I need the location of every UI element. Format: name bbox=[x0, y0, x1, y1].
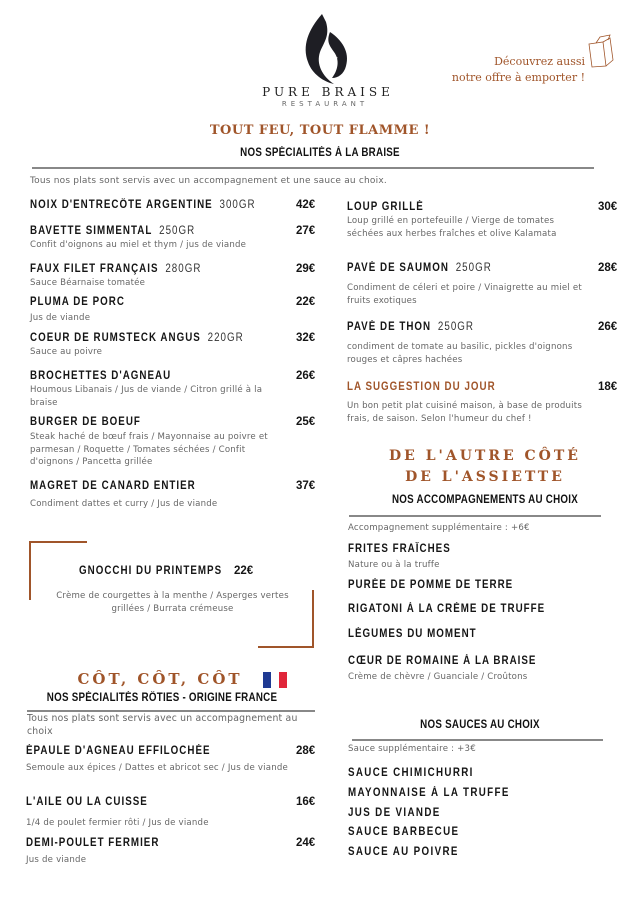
dish-name bbox=[30, 332, 244, 344]
braise-intro: Tous nos plats sont servis avec un accompagnement et une sauce au choix. bbox=[30, 176, 387, 186]
dish-price: 24€ bbox=[296, 837, 316, 849]
side-item: CŒUR DE ROMAINE À LA BRAISE bbox=[348, 655, 537, 667]
takeaway-note[interactable] bbox=[440, 54, 585, 86]
dish-name-text: COEUR DE RUMSTECK ANGUS bbox=[30, 332, 201, 344]
dish-description: Condiment dattes et curry / Jus de viande bbox=[30, 499, 218, 509]
dish-name-text: DEMI-POULET FERMIER bbox=[26, 837, 160, 849]
dish-name bbox=[30, 225, 195, 237]
dish-name-text: LOUP GRILLÉ bbox=[347, 201, 424, 213]
dish-price: 22€ bbox=[296, 296, 316, 308]
dish-description: 1/4 de poulet fermier rôti / Jus de viande bbox=[26, 818, 209, 828]
dish-weight: 280GR bbox=[165, 263, 202, 275]
dish-description: Jus de viande bbox=[30, 313, 91, 323]
dish-description: Un bon petit plat cuisiné maison, à base de produits frais, de saison. Selon l'humeur du chef ! bbox=[347, 401, 583, 424]
roti-intro: Tous nos plats sont servis avec un accompagnement au choix bbox=[27, 713, 298, 737]
dish-description: Houmous Libanais / Jus de viande / Citron grillé à la braise bbox=[30, 385, 263, 408]
dish-price: 37€ bbox=[296, 480, 316, 492]
sauce-item: SAUCE AU POIVRE bbox=[348, 846, 459, 859]
divider bbox=[32, 167, 594, 169]
veggie-dish-price: 22€ bbox=[234, 565, 254, 577]
sauce-item: JUS DE VIANDE bbox=[348, 806, 441, 819]
dish-price: 16€ bbox=[296, 796, 316, 808]
side-item-description: Nature ou à la truffe bbox=[348, 560, 440, 570]
side-item: FRITES FRAÎCHES bbox=[348, 543, 451, 555]
dish-weight: 300GR bbox=[219, 199, 256, 211]
dish-description: Sauce au poivre bbox=[30, 347, 103, 357]
dish-name-text: BAVETTE SIMMENTAL bbox=[30, 225, 153, 237]
dish-name bbox=[30, 370, 171, 382]
dish-name bbox=[347, 262, 492, 274]
dish-price: 29€ bbox=[296, 263, 316, 275]
dish-description: Sauce Béarnaise tomatée bbox=[30, 278, 146, 288]
takeaway-bag-icon bbox=[586, 34, 616, 68]
dish-name-text: PAVÉ DE THON bbox=[347, 321, 432, 333]
dish-price: 30€ bbox=[598, 201, 618, 213]
dish-name-text: L'AILE OU LA CUISSE bbox=[26, 796, 148, 808]
divider bbox=[27, 710, 315, 712]
brand-subtitle: RESTAURANT bbox=[281, 100, 369, 108]
dish-name bbox=[347, 381, 496, 393]
takeaway-line2: notre offre à emporter ! bbox=[451, 71, 585, 84]
dish-weight: 220GR bbox=[207, 332, 244, 344]
brand-name: PURE BRAISE bbox=[262, 85, 394, 99]
dish-price: 18€ bbox=[598, 381, 618, 393]
sides-title-line1: DE L'AUTRE CÔTÉ bbox=[389, 448, 581, 464]
veggie-dish-desc: Crème de courgettes à la menthe / Asperges vertes grillées / Burrata crémeuse bbox=[56, 591, 289, 614]
dish-weight: 250GR bbox=[159, 225, 196, 237]
dish-price: 27€ bbox=[296, 225, 316, 237]
dish-description: Steak haché de bœuf frais / Mayonnaise au poivre et parmesan / Roquette / Tomates séchées / Confit d'oignons / Pancetta grillée bbox=[30, 432, 268, 467]
dish-description: Jus de viande bbox=[26, 855, 87, 865]
dish-weight: 250GR bbox=[455, 262, 492, 274]
dish-name bbox=[26, 796, 148, 808]
sauce-item: SAUCE CHIMICHURRI bbox=[348, 767, 474, 779]
dish-name bbox=[30, 296, 125, 308]
dish-price: 25€ bbox=[296, 416, 316, 428]
dish-name bbox=[30, 416, 141, 428]
dish-name-text: NOIX D'ENTRECÔTE ARGENTINE bbox=[30, 199, 213, 211]
dish-name bbox=[347, 201, 424, 213]
sauces-title: NOS SAUCES AU CHOIX bbox=[420, 719, 540, 731]
sauce-item: SAUCE BARBECUE bbox=[348, 826, 460, 839]
dish-price: 32€ bbox=[296, 332, 316, 344]
dish-description: Confit d'oignons au miel et thym / jus de viande bbox=[30, 240, 247, 250]
section-subtitle-roti: NOS SPÉCIALITÉS RÔTIES - ORIGINE FRANCE bbox=[46, 692, 278, 704]
frame-corner bbox=[312, 590, 314, 648]
dish-price: 28€ bbox=[296, 745, 316, 757]
dish-name-text: ÉPAULE D'AGNEAU EFFILOCHÉE bbox=[26, 745, 211, 757]
section-title-braise: TOUT FEU, TOUT FLAMME ! bbox=[209, 123, 431, 138]
dish-weight: 250GR bbox=[437, 321, 474, 333]
dish-description: Condiment de céleri et poire / Vinaigrette au miel et fruits exotiques bbox=[347, 283, 582, 306]
dish-name-text: BURGER DE BOEUF bbox=[30, 416, 141, 428]
dish-name-text: MAGRET DE CANARD ENTIER bbox=[30, 480, 196, 492]
divider bbox=[352, 739, 603, 741]
sauce-item: MAYONNAISE À LA TRUFFE bbox=[348, 786, 510, 799]
dish-price: 26€ bbox=[598, 321, 618, 333]
divider bbox=[349, 515, 601, 517]
dish-description: condiment de tomate au basilic, pickles d'oignons rouges et câpres hachées bbox=[347, 342, 573, 365]
dish-description: Loup grillé en portefeuille / Vierge de tomates séchées aux herbes fraîches et olive Kalamata bbox=[347, 216, 557, 239]
dish-name bbox=[30, 199, 256, 211]
dish-name bbox=[30, 480, 196, 492]
dish-name bbox=[30, 263, 201, 275]
dish-name-text: FAUX FILET FRANÇAIS bbox=[30, 263, 159, 275]
takeaway-line1: Découvrez aussi bbox=[494, 55, 585, 68]
dish-price: 42€ bbox=[296, 199, 316, 211]
dish-name-text: PLUMA DE PORC bbox=[30, 296, 125, 308]
sauces-extra-price: Sauce supplémentaire : +3€ bbox=[348, 744, 476, 754]
side-item: RIGATONI À LA CRÈME DE TRUFFE bbox=[348, 603, 546, 615]
side-item: LÉGUMES DU MOMENT bbox=[348, 628, 477, 640]
sides-extra-price: Accompagnement supplémentaire : +6€ bbox=[348, 523, 530, 533]
dish-name-text: PAVÉ DE SAUMON bbox=[347, 262, 449, 274]
side-item-description: Crème de chèvre / Guanciale / Croûtons bbox=[348, 672, 528, 682]
sides-subtitle: NOS ACCOMPAGNEMENTS AU CHOIX bbox=[391, 494, 578, 506]
side-item: PURÉE DE POMME DE TERRE bbox=[348, 579, 514, 591]
section-subtitle-braise: NOS SPÉCIALITÉS À LA BRAISE bbox=[240, 147, 400, 159]
dish-name-text: BROCHETTES D'AGNEAU bbox=[30, 370, 172, 382]
dish-name bbox=[26, 745, 211, 757]
dish-price: 28€ bbox=[598, 262, 618, 274]
dish-name bbox=[347, 321, 474, 333]
veggie-dish-name: GNOCCHI DU PRINTEMPS bbox=[79, 565, 223, 577]
flame-logo-icon bbox=[300, 12, 352, 86]
french-flag-icon bbox=[263, 672, 287, 688]
dish-name-text: LA SUGGESTION DU JOUR bbox=[347, 381, 496, 393]
dish-description: Semoule aux épices / Dattes et abricot sec / Jus de viande bbox=[26, 763, 289, 773]
dish-name bbox=[26, 837, 159, 849]
section-title-roti: CÔT, CÔT, CÔT bbox=[77, 670, 243, 688]
frame-corner bbox=[29, 541, 31, 600]
sides-title-line2: DE L'ASSIETTE bbox=[405, 469, 565, 485]
dish-price: 26€ bbox=[296, 370, 316, 382]
frame-corner bbox=[258, 646, 314, 648]
frame-corner bbox=[29, 541, 87, 543]
